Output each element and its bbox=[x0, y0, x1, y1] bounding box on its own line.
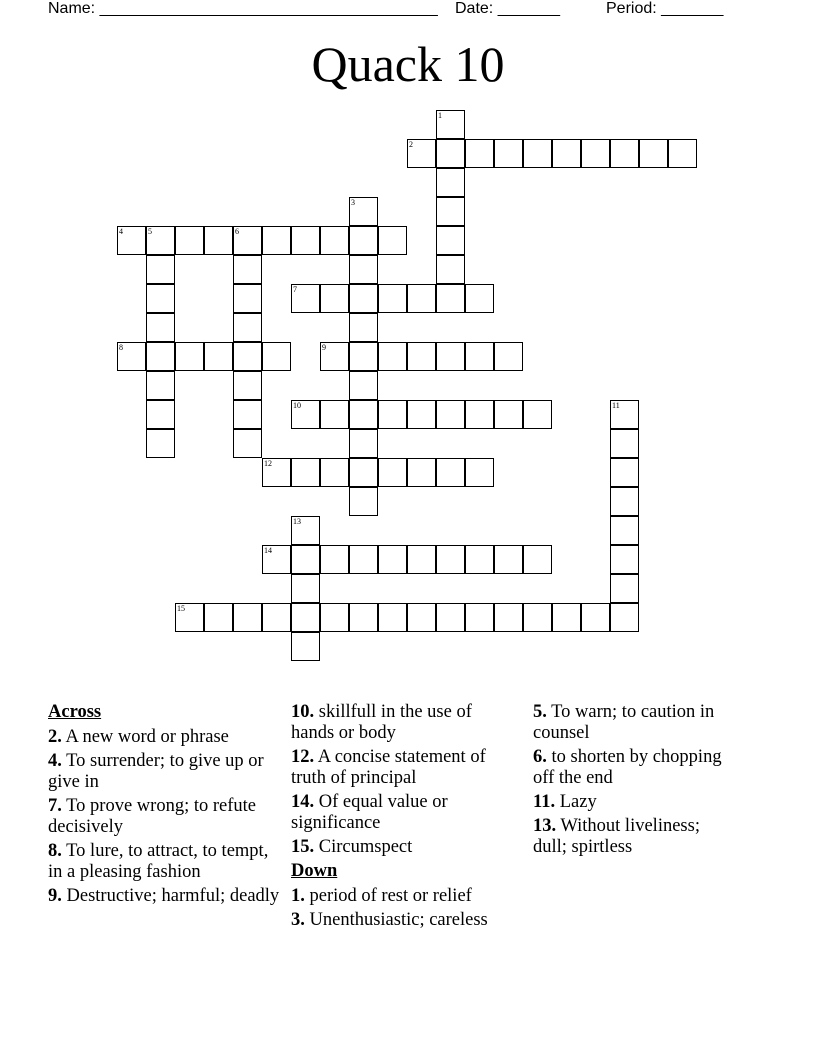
grid-cell[interactable] bbox=[349, 255, 378, 284]
grid-cell[interactable] bbox=[407, 545, 436, 574]
grid-cell[interactable] bbox=[494, 139, 523, 168]
grid-cell[interactable] bbox=[233, 255, 262, 284]
across-heading: Across bbox=[48, 702, 102, 722]
clue-across-9: 9. Destructive; harmful; deadly bbox=[48, 886, 280, 906]
grid-cell[interactable] bbox=[349, 603, 378, 632]
grid-cell[interactable] bbox=[349, 197, 378, 226]
grid-cell[interactable] bbox=[175, 226, 204, 255]
grid-cell[interactable] bbox=[378, 545, 407, 574]
grid-cell[interactable] bbox=[494, 400, 523, 429]
grid-cell[interactable] bbox=[465, 139, 494, 168]
grid-cell[interactable] bbox=[233, 400, 262, 429]
grid-cell[interactable] bbox=[407, 342, 436, 371]
clue-down-13: 13. Without liveliness; dull; spirtless bbox=[533, 816, 700, 857]
grid-cell[interactable] bbox=[378, 603, 407, 632]
cell-number: 9 bbox=[322, 343, 326, 352]
grid-cell[interactable] bbox=[291, 284, 320, 313]
grid-cell[interactable] bbox=[320, 342, 349, 371]
grid-cell[interactable] bbox=[610, 139, 639, 168]
grid-cell[interactable] bbox=[436, 168, 465, 197]
grid-cell[interactable] bbox=[407, 400, 436, 429]
grid-cell[interactable] bbox=[436, 400, 465, 429]
grid-cell[interactable] bbox=[465, 603, 494, 632]
grid-cell[interactable] bbox=[436, 284, 465, 313]
grid-cell[interactable] bbox=[146, 313, 175, 342]
grid-cell[interactable] bbox=[523, 603, 552, 632]
grid-cell[interactable] bbox=[320, 603, 349, 632]
grid-cell[interactable] bbox=[610, 574, 639, 603]
clue-across-8: 8. To lure, to attract, to tempt, in a pleasing fashion bbox=[48, 841, 269, 882]
grid-cell[interactable] bbox=[465, 284, 494, 313]
grid-cell[interactable] bbox=[291, 400, 320, 429]
grid-cell[interactable] bbox=[146, 371, 175, 400]
cell-number: 5 bbox=[148, 227, 152, 236]
cell-number: 7 bbox=[293, 285, 297, 294]
grid-cell[interactable] bbox=[146, 284, 175, 313]
cell-number: 15 bbox=[177, 604, 185, 613]
cell-number: 6 bbox=[235, 227, 239, 236]
grid-cell[interactable] bbox=[349, 313, 378, 342]
grid-cell[interactable] bbox=[465, 458, 494, 487]
clue-column-3 bbox=[533, 702, 733, 861]
grid-cell[interactable] bbox=[349, 487, 378, 516]
grid-cell[interactable] bbox=[668, 139, 697, 168]
clue-across-2: 2. A new word or phrase bbox=[48, 727, 229, 747]
clue-across-10: 10. skillfull in the use of hands or body bbox=[291, 702, 472, 743]
grid-cell[interactable] bbox=[146, 400, 175, 429]
grid-cell[interactable] bbox=[407, 284, 436, 313]
grid-cell[interactable] bbox=[610, 603, 639, 632]
grid-cell[interactable] bbox=[465, 400, 494, 429]
clue-across-14: 14. Of equal value or significance bbox=[291, 792, 448, 833]
grid-cell[interactable] bbox=[204, 603, 233, 632]
grid-cell[interactable] bbox=[436, 197, 465, 226]
grid-cell[interactable] bbox=[581, 139, 610, 168]
grid-cell[interactable] bbox=[610, 458, 639, 487]
grid-cell[interactable] bbox=[320, 226, 349, 255]
down-heading: Down bbox=[291, 861, 338, 881]
grid-cell[interactable] bbox=[552, 139, 581, 168]
grid-cell[interactable] bbox=[639, 139, 668, 168]
cell-number: 3 bbox=[351, 198, 355, 207]
clue-column-1 bbox=[48, 702, 284, 910]
clue-down-11: 11. Lazy bbox=[533, 792, 597, 812]
grid-cell[interactable] bbox=[610, 516, 639, 545]
grid-cell[interactable] bbox=[117, 342, 146, 371]
cell-number: 8 bbox=[119, 343, 123, 352]
grid-cell[interactable] bbox=[523, 139, 552, 168]
grid-cell[interactable] bbox=[494, 342, 523, 371]
clue-down-5: 5. To warn; to caution in counsel bbox=[533, 702, 715, 743]
grid-cell[interactable] bbox=[407, 139, 436, 168]
grid-cell[interactable] bbox=[262, 603, 291, 632]
grid-cell[interactable] bbox=[552, 603, 581, 632]
grid-cell[interactable] bbox=[291, 545, 320, 574]
grid-cell[interactable] bbox=[291, 516, 320, 545]
grid-cell[interactable] bbox=[146, 429, 175, 458]
grid-cell[interactable] bbox=[262, 545, 291, 574]
grid-cell[interactable] bbox=[523, 545, 552, 574]
grid-cell[interactable] bbox=[175, 342, 204, 371]
grid-cell[interactable] bbox=[494, 603, 523, 632]
page-title: Quack 10 bbox=[311, 36, 505, 92]
grid-cell[interactable] bbox=[494, 545, 523, 574]
grid-cell[interactable] bbox=[610, 487, 639, 516]
grid-cell[interactable] bbox=[146, 342, 175, 371]
cell-number: 10 bbox=[293, 401, 301, 410]
grid-cell[interactable] bbox=[349, 342, 378, 371]
grid-cell[interactable] bbox=[436, 342, 465, 371]
grid-cell[interactable] bbox=[146, 226, 175, 255]
grid-cell[interactable] bbox=[436, 139, 465, 168]
grid-cell[interactable] bbox=[581, 603, 610, 632]
cell-number: 1 bbox=[438, 111, 442, 120]
grid-cell[interactable] bbox=[262, 342, 291, 371]
grid-cell[interactable] bbox=[378, 226, 407, 255]
grid-cell[interactable] bbox=[233, 284, 262, 313]
grid-cell[interactable] bbox=[407, 603, 436, 632]
cell-number: 2 bbox=[409, 140, 413, 149]
period-field[interactable]: Period: _______ bbox=[606, 0, 724, 17]
grid-cell[interactable] bbox=[610, 400, 639, 429]
grid-cell[interactable] bbox=[349, 226, 378, 255]
grid-cell[interactable] bbox=[349, 284, 378, 313]
clue-across-15: 15. Circumspect bbox=[291, 837, 413, 857]
grid-cell[interactable] bbox=[291, 603, 320, 632]
grid-cell[interactable] bbox=[349, 545, 378, 574]
grid-cell[interactable] bbox=[146, 255, 175, 284]
cell-number: 12 bbox=[264, 459, 272, 468]
grid-cell[interactable] bbox=[262, 226, 291, 255]
cell-number: 14 bbox=[264, 546, 272, 555]
grid-cell[interactable] bbox=[436, 545, 465, 574]
grid-cell[interactable] bbox=[233, 313, 262, 342]
grid-cell[interactable] bbox=[349, 429, 378, 458]
grid-cell[interactable] bbox=[320, 458, 349, 487]
grid-cell[interactable] bbox=[378, 284, 407, 313]
grid-cell[interactable] bbox=[378, 342, 407, 371]
grid-cell[interactable] bbox=[291, 226, 320, 255]
clue-across-4: 4. To surrender; to give up or give in bbox=[48, 751, 264, 792]
grid-cell[interactable] bbox=[610, 429, 639, 458]
grid-cell[interactable] bbox=[436, 255, 465, 284]
grid-cell[interactable] bbox=[175, 603, 204, 632]
grid-cell[interactable] bbox=[117, 226, 146, 255]
cell-number: 4 bbox=[119, 227, 123, 236]
cell-number: 11 bbox=[612, 401, 620, 410]
date-field[interactable]: Date: _______ bbox=[455, 0, 560, 17]
grid-cell[interactable] bbox=[349, 400, 378, 429]
grid-cell[interactable] bbox=[320, 284, 349, 313]
grid-cell[interactable] bbox=[291, 632, 320, 661]
grid-cell[interactable] bbox=[291, 458, 320, 487]
grid-cell[interactable] bbox=[436, 226, 465, 255]
clue-down-6: 6. to shorten by chopping off the end bbox=[533, 747, 722, 788]
grid-cell[interactable] bbox=[233, 429, 262, 458]
grid-cell[interactable] bbox=[262, 458, 291, 487]
name-field[interactable]: Name: ______________________________________ bbox=[48, 0, 438, 17]
cell-number: 13 bbox=[293, 517, 301, 526]
grid-cell[interactable] bbox=[436, 603, 465, 632]
clue-across-7: 7. To prove wrong; to refute decisively bbox=[48, 796, 256, 837]
grid-cell[interactable] bbox=[349, 458, 378, 487]
grid-cell[interactable] bbox=[320, 545, 349, 574]
grid-cell[interactable] bbox=[204, 342, 233, 371]
clue-down-3: 3. Unenthusiastic; careless bbox=[291, 910, 488, 930]
grid-cell[interactable] bbox=[291, 574, 320, 603]
grid-cell[interactable] bbox=[436, 458, 465, 487]
grid-cell[interactable] bbox=[378, 400, 407, 429]
grid-cell[interactable] bbox=[465, 342, 494, 371]
clue-across-12: 12. A concise statement of truth of principal bbox=[291, 747, 486, 788]
grid-cell[interactable] bbox=[523, 400, 552, 429]
clue-down-1: 1. period of rest or relief bbox=[291, 886, 472, 906]
grid-cell[interactable] bbox=[378, 458, 407, 487]
grid-cell[interactable] bbox=[204, 226, 233, 255]
grid-cell[interactable] bbox=[407, 458, 436, 487]
grid-cell[interactable] bbox=[465, 545, 494, 574]
grid-cell[interactable] bbox=[320, 400, 349, 429]
grid-cell[interactable] bbox=[233, 342, 262, 371]
clue-column-2 bbox=[291, 702, 513, 934]
grid-cell[interactable] bbox=[233, 226, 262, 255]
grid-cell[interactable] bbox=[233, 603, 262, 632]
grid-cell[interactable] bbox=[610, 545, 639, 574]
grid-cell[interactable] bbox=[233, 371, 262, 400]
grid-cell[interactable] bbox=[436, 110, 465, 139]
grid-cell[interactable] bbox=[349, 371, 378, 400]
